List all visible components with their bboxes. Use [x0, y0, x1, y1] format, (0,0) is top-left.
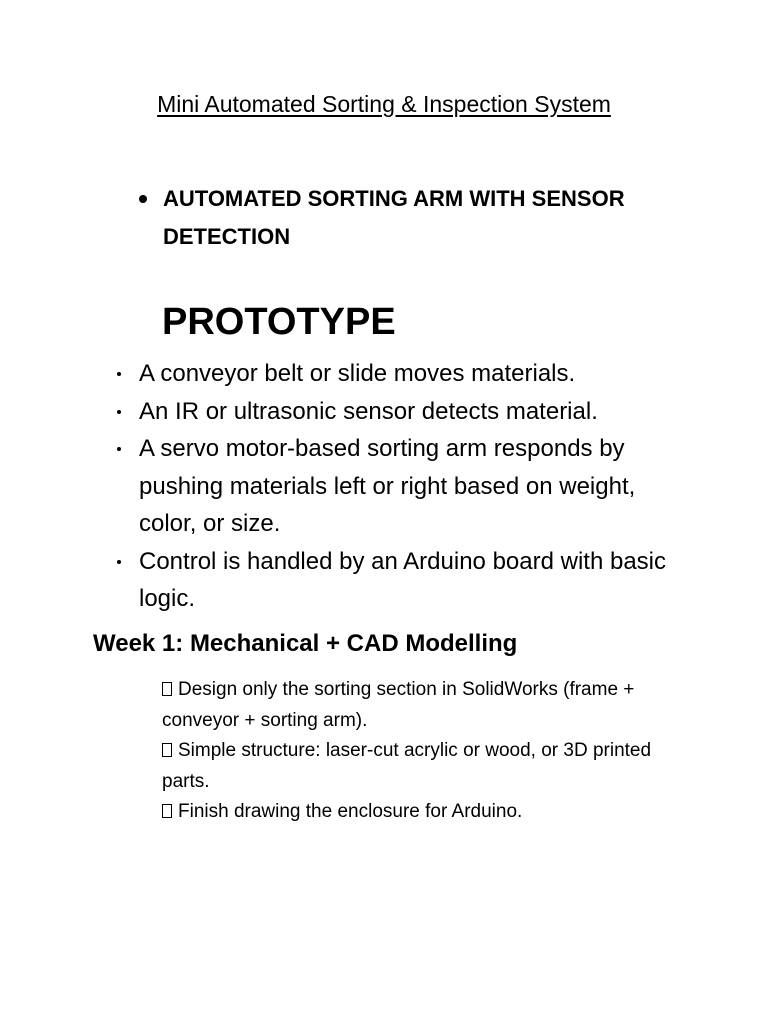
prototype-item-text: A conveyor belt or slide moves materials.: [139, 360, 576, 387]
bullet-icon: [139, 195, 147, 203]
prototype-list-item: [112, 393, 682, 431]
missing-glyph-box-icon: [162, 682, 172, 696]
week1-task-text: Design only the sorting section in SolidWorks (frame + conveyor + sorting arm).: [162, 679, 635, 731]
week1-task-text: Finish drawing the enclosure for Arduino.: [178, 801, 523, 822]
missing-glyph-box-icon: [162, 743, 172, 757]
week1-task-text: Simple structure: laser-cut acrylic or wood, or 3D printed parts.: [162, 740, 652, 792]
prototype-item-text: Control is handled by an Arduino board with basic logic.: [139, 547, 666, 612]
week1-task-item: [162, 797, 682, 828]
bullet-icon: [117, 560, 121, 564]
bullet-icon: [117, 447, 121, 451]
bullet-icon: [117, 372, 121, 376]
week1-task-list: [162, 675, 682, 828]
missing-glyph-box-icon: [162, 804, 172, 818]
week1-heading: Week 1: Mechanical + CAD Modelling: [93, 630, 518, 657]
bullet-icon: [117, 410, 121, 414]
prototype-list-item: [112, 430, 682, 543]
prototype-list-item: [112, 543, 682, 618]
prototype-item-text: An IR or ultrasonic sensor detects material.: [139, 397, 598, 425]
week1-task-item: [162, 675, 682, 736]
prototype-item-text: A servo motor-based sorting arm responds by pushing materials left or right based on weight, color, or size.: [139, 435, 636, 537]
document-title: Mini Automated Sorting & Inspection System: [157, 91, 611, 117]
prototype-list-item: [112, 355, 682, 393]
main-bullet-text: AUTOMATED SORTING ARM WITH SENSOR DETECTION: [163, 186, 625, 249]
main-bullet-item: [139, 184, 699, 256]
prototype-heading: PROTOTYPE: [162, 301, 396, 343]
prototype-list: [112, 355, 682, 618]
week1-task-item: [162, 736, 682, 797]
